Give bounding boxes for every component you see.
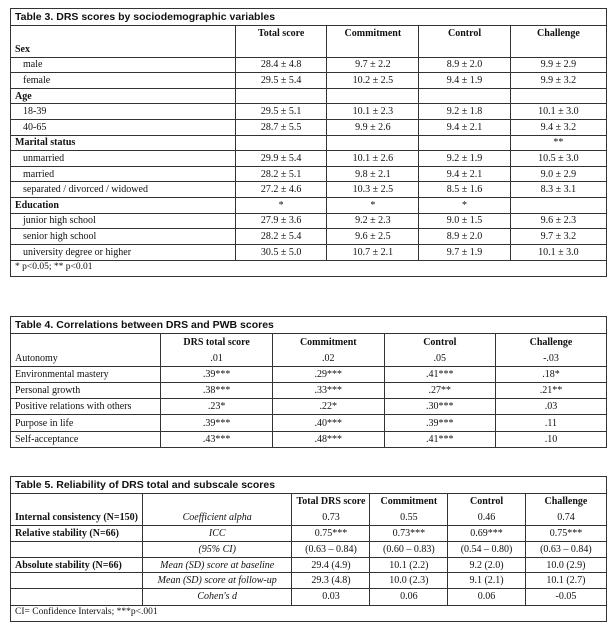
header-cell: Commitment: [370, 494, 448, 510]
table-cell: [235, 135, 327, 151]
table-row: [11, 573, 606, 589]
significance-mark: *: [235, 198, 327, 214]
row-label: Self-acceptance: [11, 431, 161, 447]
table-row: [11, 151, 606, 167]
table-cell: 29.3 (4.8): [292, 573, 370, 589]
table-row: [11, 510, 606, 526]
header-cell: [11, 494, 142, 510]
row-label: Personal growth: [11, 383, 161, 399]
table-row: [11, 135, 606, 151]
table-cell: 9.4 ± 2.1: [419, 120, 511, 136]
table-cell: (0.60 – 0.83): [370, 541, 448, 557]
table-cell: .23*: [161, 399, 273, 415]
table-4-grid: [11, 334, 606, 447]
table-cell: 8.3 ± 3.1: [510, 182, 606, 198]
table-cell: .39***: [161, 366, 273, 382]
significance-mark: *: [327, 198, 419, 214]
table-row: [11, 57, 606, 73]
table-cell: 10.1 (2.7): [525, 573, 606, 589]
table-cell: 29.4 (4.9): [292, 557, 370, 573]
table-cell: 27.2 ± 4.6: [235, 182, 327, 198]
table-cell: 0.73***: [370, 526, 448, 542]
table-cell: 9.9 ± 2.9: [510, 57, 606, 73]
table-cell: 9.2 ± 1.8: [419, 104, 511, 120]
row-label: university degree or higher: [11, 244, 235, 260]
table-cell: 28.2 ± 5.4: [235, 229, 327, 245]
measure-label: (95% CI): [142, 541, 292, 557]
table-cell: [235, 88, 327, 104]
table-3-grid: [11, 26, 606, 260]
section-label: Sex: [15, 43, 30, 55]
table-cell: 8.9 ± 2.0: [419, 57, 511, 73]
table-row: [11, 415, 606, 431]
section-label: Age: [11, 88, 235, 104]
row-label: 18-39: [11, 104, 235, 120]
measure-label: ICC: [142, 526, 292, 542]
table-cell: [235, 42, 327, 58]
table-cell: .22*: [272, 399, 384, 415]
table-cell: 10.3 ± 2.5: [327, 182, 419, 198]
header-cell: [11, 334, 161, 350]
table-caption: Table 4. Correlations between DRS and PWB scores: [11, 317, 606, 334]
table-cell: .29***: [272, 366, 384, 382]
table-row: [11, 182, 606, 198]
table-cell: 10.1 ± 3.0: [510, 244, 606, 260]
table-cell: 8.5 ± 1.6: [419, 182, 511, 198]
section-label: Marital status: [11, 135, 235, 151]
table-row: [11, 557, 606, 573]
table-cell: .41***: [384, 366, 495, 382]
table-cell: 29.5 ± 5.4: [235, 73, 327, 89]
measure-label: Cohen's d: [142, 589, 292, 605]
table-cell: 9.0 ± 2.9: [510, 166, 606, 182]
table-cell: 0.55: [370, 510, 448, 526]
row-label: junior high school: [11, 213, 235, 229]
table-cell: (0.63 – 0.84): [525, 541, 606, 557]
table-row: [11, 589, 606, 605]
row-label: male: [11, 57, 235, 73]
section-label: Absolute stability (N=66): [11, 557, 142, 573]
table-row: [11, 383, 606, 399]
table-cell: 10.1 ± 2.3: [327, 104, 419, 120]
table-cell: 28.2 ± 5.1: [235, 166, 327, 182]
table-cell: .27**: [384, 383, 495, 399]
row-label: Positive relations with others: [11, 399, 161, 415]
row-label: separated / divorced / widowed: [11, 182, 235, 198]
table-row: [11, 42, 606, 58]
table-cell: [327, 135, 419, 151]
table-cell: 0.06: [370, 589, 448, 605]
table-cell: [510, 198, 606, 214]
table-cell: 10.5 ± 3.0: [510, 151, 606, 167]
table-cell: .39***: [161, 415, 273, 431]
table-cell: -0.05: [525, 589, 606, 605]
row-label: unmarried: [11, 151, 235, 167]
table-cell: 9.2 (2.0): [448, 557, 526, 573]
table-row: [11, 366, 606, 382]
table-cell: 0.46: [448, 510, 526, 526]
significance-mark: **: [510, 135, 606, 151]
header-cell: Commitment: [272, 334, 384, 350]
table-cell: .01: [161, 350, 273, 366]
table-cell: 10.1 ± 3.0: [510, 104, 606, 120]
table-cell: .40***: [272, 415, 384, 431]
table-row: [11, 526, 606, 542]
row-label: 40-65: [11, 120, 235, 136]
table-caption: Table 5. Reliability of DRS total and subscale scores: [11, 477, 606, 494]
table-row: [11, 399, 606, 415]
table-cell: .05: [384, 350, 495, 366]
table-row: [11, 244, 606, 260]
measure-label: Coefficient alpha: [142, 510, 292, 526]
table-cell: 9.4 ± 3.2: [510, 120, 606, 136]
table-row: [11, 104, 606, 120]
header-cell: Challenge: [495, 334, 606, 350]
table-cell: [419, 88, 511, 104]
header-cell: Total DRS score: [292, 494, 370, 510]
table-cell: .30***: [384, 399, 495, 415]
table-cell: 9.7 ± 2.2: [327, 57, 419, 73]
table-cell: 9.0 ± 1.5: [419, 213, 511, 229]
header-cell: Challenge: [510, 26, 606, 42]
table-cell: 8.9 ± 2.0: [419, 229, 511, 245]
section-label: [11, 573, 142, 589]
table-cell: [327, 42, 419, 58]
table-cell: 9.4 ± 1.9: [419, 73, 511, 89]
table-cell: 27.9 ± 3.6: [235, 213, 327, 229]
table-cell: [419, 135, 511, 151]
header-cell: Challenge: [525, 494, 606, 510]
section-label: Relative stability (N=66): [11, 526, 142, 542]
table-4: [10, 316, 607, 448]
table-cell: 28.4 ± 4.8: [235, 57, 327, 73]
header-cell: [11, 26, 235, 42]
table-5-grid: [11, 494, 606, 605]
header-cell: [142, 494, 292, 510]
table-cell: .33***: [272, 383, 384, 399]
table-cell: -.03: [495, 350, 606, 366]
table-cell: 10.0 (2.9): [525, 557, 606, 573]
table-cell: 10.1 ± 2.6: [327, 151, 419, 167]
table-3: [10, 8, 607, 277]
table-cell: [419, 42, 511, 58]
header-cell: Control: [419, 26, 511, 42]
table-cell: 10.2 ± 2.5: [327, 73, 419, 89]
table-5: [10, 476, 607, 622]
table-row: [11, 166, 606, 182]
table-footnote: * p<0.05; ** p<0.01: [11, 260, 606, 276]
table-footnote: CI= Confidence Intervals; ***p<.001: [11, 605, 606, 621]
table-row: [11, 350, 606, 366]
table-row: [11, 213, 606, 229]
table-cell: 0.69***: [448, 526, 526, 542]
table-cell: 0.75***: [292, 526, 370, 542]
row-label: Autonomy: [15, 352, 58, 364]
table-cell: .18*: [495, 366, 606, 382]
row-label: female: [11, 73, 235, 89]
table-cell: 0.03: [292, 589, 370, 605]
table-cell: (0.63 – 0.84): [292, 541, 370, 557]
section-label: [11, 541, 142, 557]
measure-label: Mean (SD) score at follow-up: [142, 573, 292, 589]
header-cell: Control: [448, 494, 526, 510]
table-cell: 9.4 ± 2.1: [419, 166, 511, 182]
table-cell: .41***: [384, 431, 495, 447]
table-cell: .11: [495, 415, 606, 431]
significance-mark: *: [419, 198, 511, 214]
section-label: Education: [11, 198, 235, 214]
row-label: senior high school: [11, 229, 235, 245]
table-cell: .03: [495, 399, 606, 415]
header-cell: DRS total score: [161, 334, 273, 350]
table-cell: 0.73: [292, 510, 370, 526]
table-cell: 9.8 ± 2.1: [327, 166, 419, 182]
section-label: [11, 589, 142, 605]
row-label: Environmental mastery: [11, 366, 161, 382]
row-label: married: [11, 166, 235, 182]
table-cell: .39***: [384, 415, 495, 431]
table-cell: 9.2 ± 1.9: [419, 151, 511, 167]
header-cell: Commitment: [327, 26, 419, 42]
table-cell: 9.7 ± 3.2: [510, 229, 606, 245]
table-caption: Table 3. DRS scores by sociodemographic variables: [11, 9, 606, 26]
table-cell: 9.6 ± 2.3: [510, 213, 606, 229]
table-cell: [327, 88, 419, 104]
table-cell: 10.0 (2.3): [370, 573, 448, 589]
table-cell: 10.7 ± 2.1: [327, 244, 419, 260]
measure-label: Mean (SD) score at baseline: [142, 557, 292, 573]
section-label: Internal consistency (N=150): [15, 511, 138, 523]
table-cell: .38***: [161, 383, 273, 399]
header-cell: Total score: [235, 26, 327, 42]
table-cell: 0.06: [448, 589, 526, 605]
table-cell: (0.54 – 0.80): [448, 541, 526, 557]
table-row: [11, 120, 606, 136]
table-row: [11, 541, 606, 557]
table-row: [11, 229, 606, 245]
row-label: Purpose in life: [11, 415, 161, 431]
header-cell: Control: [384, 334, 495, 350]
table-cell: 29.9 ± 5.4: [235, 151, 327, 167]
table-cell: .43***: [161, 431, 273, 447]
table-cell: [510, 88, 606, 104]
table-row: [11, 198, 606, 214]
table-cell: 0.75***: [525, 526, 606, 542]
table-cell: .02: [272, 350, 384, 366]
table-cell: .10: [495, 431, 606, 447]
table-cell: 9.2 ± 2.3: [327, 213, 419, 229]
table-row: [11, 88, 606, 104]
table-cell: 29.5 ± 5.1: [235, 104, 327, 120]
table-cell: .48***: [272, 431, 384, 447]
table-cell: 9.9 ± 2.6: [327, 120, 419, 136]
table-cell: 28.7 ± 5.5: [235, 120, 327, 136]
table-row: [11, 431, 606, 447]
table-cell: 9.9 ± 3.2: [510, 73, 606, 89]
table-cell: 9.6 ± 2.5: [327, 229, 419, 245]
table-cell: 10.1 (2.2): [370, 557, 448, 573]
table-cell: [510, 42, 606, 58]
table-cell: 30.5 ± 5.0: [235, 244, 327, 260]
table-row: [11, 73, 606, 89]
table-cell: 9.7 ± 1.9: [419, 244, 511, 260]
table-cell: 9.1 (2.1): [448, 573, 526, 589]
table-cell: .21**: [495, 383, 606, 399]
table-cell: 0.74: [525, 510, 606, 526]
